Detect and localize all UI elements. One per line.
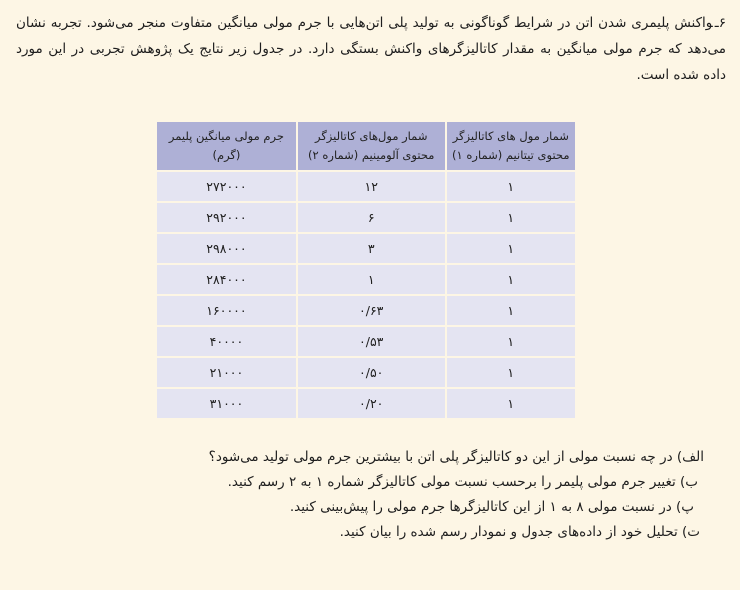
cell-titanium: ۱ (447, 234, 575, 263)
cell-aluminium: ۳ (298, 234, 445, 263)
question-intro (16, 10, 726, 88)
question-part-pe: پ) در نسبت مولی ۸ به ۱ از این کاتالیزگرها جرم مولی را پیش‌بینی کنید. (289, 499, 694, 515)
table-row (157, 265, 575, 294)
table-row (157, 203, 575, 232)
cell-aluminium: ۱۲ (298, 172, 445, 201)
cell-molar-mass: ۲۹۸۰۰۰ (157, 234, 296, 263)
cell-titanium: ۱ (447, 203, 575, 232)
question-part-alef: الف) در چه نسبت مولی از این دو کاتالیزگر پلی اتن با بیشترین جرم مولی تولید می‌شود؟ (208, 449, 704, 465)
cell-titanium: ۱ (447, 358, 575, 387)
question-part-be: ب) تغییر جرم مولی پلیمر را برحسب نسبت مولی کاتالیزگر شماره ۱ به ۲ رسم کنید. (227, 474, 698, 490)
table-row (157, 172, 575, 201)
cell-titanium: ۱ (447, 265, 575, 294)
cell-titanium: ۱ (447, 296, 575, 325)
cell-molar-mass: ۳۱۰۰۰ (157, 389, 296, 418)
cell-titanium: ۱ (447, 389, 575, 418)
cell-molar-mass: ۲۷۲۰۰۰ (157, 172, 296, 201)
cell-molar-mass: ۱۶۰۰۰۰ (157, 296, 296, 325)
table-row (157, 296, 575, 325)
question-parts (24, 445, 704, 545)
question-part-te: ت) تحلیل خود از داده‌های جدول و نمودار رسم شده را بیان کنید. (339, 524, 700, 540)
cell-molar-mass: ۲۱۰۰۰ (157, 358, 296, 387)
question-number: ۶ـ (714, 15, 726, 31)
cell-aluminium: ۰/۵۰ (298, 358, 445, 387)
cell-aluminium: ۰/۶۳ (298, 296, 445, 325)
intro-text: واکنش پلیمری شدن اتن در شرایط گوناگونی به تولید پلی اتن‌هایی با جرم مولی میانگین متفاوت منجر می‌شود. تجربه نشان می‌دهد که جرم مولی میانگین به مقدار کاتالیزگرهای واکنش بستگی دارد. در جدول زیر نتایج یک پژوهش تجربی در این مورد داده شده است. (16, 15, 726, 83)
header-aluminium-catalyst-moles: شمار مول‌های کاتالیزگر محتوی آلومینیم (شماره ۲) (298, 122, 445, 170)
cell-molar-mass: ۲۸۴۰۰۰ (157, 265, 296, 294)
cell-molar-mass: ۲۹۲۰۰۰ (157, 203, 296, 232)
intro-paragraph (16, 10, 726, 88)
cell-titanium: ۱ (447, 172, 575, 201)
table-row (157, 358, 575, 387)
cell-aluminium: ۰/۲۰ (298, 389, 445, 418)
header-titanium-catalyst-moles: شمار مول های کاتالیزگر محتوی تیتانیم (شماره ۱) (447, 122, 575, 170)
catalyst-data-table (155, 120, 577, 420)
cell-aluminium: ۰/۵۳ (298, 327, 445, 356)
cell-molar-mass: ۴۰۰۰۰ (157, 327, 296, 356)
cell-titanium: ۱ (447, 327, 575, 356)
header-average-molar-mass: جرم مولی میانگین پلیمر (گرم) (157, 122, 296, 170)
cell-aluminium: ۶ (298, 203, 445, 232)
table-header-row (157, 122, 575, 170)
table-row (157, 234, 575, 263)
table-row (157, 389, 575, 418)
cell-aluminium: ۱ (298, 265, 445, 294)
table-row (157, 327, 575, 356)
